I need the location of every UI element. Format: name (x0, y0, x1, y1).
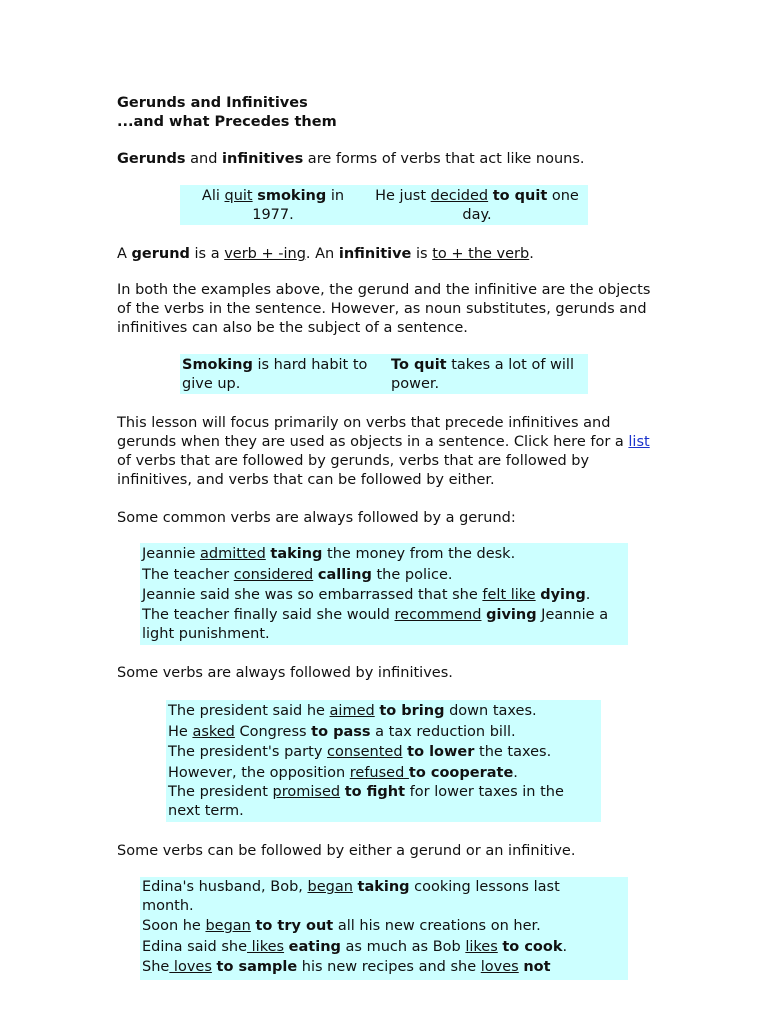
infinitive-bold: to bring (379, 703, 445, 719)
infinitive-bold: to sample (216, 959, 298, 975)
verb-underlined: consented (327, 744, 403, 760)
text: . (585, 587, 591, 603)
infinitive-bold: to lower (407, 744, 475, 760)
text: . An (305, 246, 339, 262)
infinitive-bold: to cook (502, 938, 563, 955)
infinitive-bold: to try out (255, 918, 334, 934)
verb-underlined: likes (247, 938, 285, 955)
infinitive-example (168, 701, 599, 722)
infinitive-intro: Some verbs are always followed by infinitives. (117, 665, 453, 681)
text: He (168, 723, 193, 740)
text: is hard habit to give up. (182, 357, 368, 392)
text: cooking lessons last month. (142, 879, 560, 914)
text: as much as Bob (340, 938, 466, 955)
text: The teacher (142, 566, 234, 583)
title-line-1: Gerunds and Infinitives (117, 95, 308, 111)
term-infinitive: infinitive (338, 246, 412, 262)
text: However, the opposition (168, 764, 350, 781)
verb-underlined: decided (430, 188, 489, 204)
term-infinitives: infinitives (222, 151, 304, 167)
intro-paragraph (117, 150, 585, 169)
text: He just (375, 188, 431, 204)
verb-underlined: quit (224, 188, 253, 204)
formula: verb + -ing (224, 246, 306, 262)
gerund-bold: giving (486, 606, 537, 623)
text: This lesson will focus primarily on verbs that precede infinitives and gerunds when they are used as objects in a sentence. Click here for a (117, 415, 629, 450)
gerund-bold: taking (270, 546, 323, 562)
example-cell (180, 354, 389, 394)
text: Jeannie (142, 546, 201, 562)
text: one day. (462, 188, 579, 223)
text: takes a lot of will power. (391, 357, 574, 392)
list-link[interactable]: list (628, 434, 650, 450)
either-example (142, 957, 626, 978)
gerund-example (142, 565, 626, 586)
verb-underlined: asked (192, 723, 235, 740)
text: is (411, 246, 433, 262)
gerund-bold: eating (288, 938, 341, 955)
gerund-example (142, 585, 626, 606)
definition-paragraph (117, 245, 534, 264)
text: and (185, 151, 223, 167)
text: a tax reduction bill. (370, 723, 516, 740)
example-cell (180, 185, 366, 225)
bold-word: not (523, 959, 551, 975)
title-line-2: ...and what Precedes them (117, 114, 337, 130)
either-examples-box (140, 877, 628, 980)
text: Ali (201, 188, 225, 204)
gerund-bold: smoking (257, 188, 327, 204)
gerund-example (142, 544, 626, 565)
verb-underlined: promised (272, 784, 341, 800)
verb-underlined: felt like (482, 587, 536, 603)
text: his new recipes and she (297, 959, 481, 975)
term-gerunds: Gerunds (117, 151, 186, 167)
example-cell (389, 354, 588, 394)
text: . (529, 246, 534, 262)
either-example (142, 937, 626, 958)
formula: to + the verb (432, 246, 530, 262)
verb-underlined: loves (169, 959, 212, 975)
infinitive-example (168, 742, 599, 763)
text: is a (189, 246, 225, 262)
infinitive-bold: to cooperate (408, 764, 514, 781)
text: She (142, 959, 170, 975)
text: the police. (371, 566, 453, 583)
gerund-examples-box (140, 543, 628, 645)
text: of verbs that are followed by gerunds, verbs that are followed by infinitives, and verbs that can be followed by either. (117, 453, 590, 488)
verb-underlined: aimed (329, 703, 375, 719)
gerund-bold: dying (540, 587, 586, 603)
page-title (117, 94, 337, 132)
example-cell (366, 185, 588, 225)
either-example (142, 916, 626, 937)
gerund-bold: calling (317, 566, 372, 583)
text: Edina said she (142, 938, 248, 955)
text: Congress (234, 723, 312, 740)
verb-underlined: recommend (394, 606, 482, 623)
infinitive-bold: to fight (344, 784, 406, 800)
term-gerund: gerund (131, 246, 190, 262)
verb-underlined: likes (465, 938, 498, 955)
infinitive-bold: To quit (391, 357, 447, 373)
gerund-bold: Smoking (182, 357, 253, 373)
text: in 1977. (252, 188, 345, 223)
infinitive-example (168, 783, 599, 821)
text: Jeannie a light punishment. (142, 606, 609, 642)
text: for lower taxes in the next term. (168, 784, 564, 819)
infinitive-example (168, 722, 599, 743)
text: the taxes. (474, 744, 552, 760)
subject-paragraph: In both the examples above, the gerund and the infinitive are the objects of the verbs in the sentence. However, as noun substitutes, gerunds and infinitives can also be the subject of a sentence. (117, 282, 651, 336)
text: all his new creations on her. (333, 918, 541, 934)
gerund-example (142, 606, 626, 644)
text: . (562, 938, 568, 955)
infinitive-bold: to pass (311, 723, 371, 740)
text: down taxes. (444, 703, 537, 719)
infinitive-example (168, 763, 599, 784)
verb-underlined: admitted (200, 546, 266, 562)
text: Jeannie said she was so embarrassed that she (142, 587, 483, 603)
example-box-2 (180, 354, 588, 394)
text: The president (168, 784, 273, 800)
text: A (117, 246, 132, 262)
text: Edina's husband, Bob, (142, 879, 308, 895)
verb-underlined: began (307, 879, 353, 895)
text: The president said he (168, 703, 330, 719)
either-example (142, 878, 602, 916)
verb-underlined: considered (233, 566, 314, 583)
gerund-intro: Some common verbs are always followed by a gerund: (117, 510, 516, 526)
verb-underlined: began (205, 918, 251, 934)
text: the money from the desk. (322, 546, 516, 562)
example-box-1 (180, 185, 588, 225)
text: The teacher finally said she would (142, 606, 395, 623)
gerund-bold: taking (357, 879, 410, 895)
focus-paragraph (117, 414, 657, 490)
infinitive-bold: to quit (492, 188, 548, 204)
either-intro: Some verbs can be followed by either a gerund or an infinitive. (117, 843, 576, 859)
verb-underlined: refused (349, 764, 409, 781)
text: Soon he (142, 918, 206, 934)
verb-underlined: loves (480, 959, 519, 975)
text: are forms of verbs that act like nouns. (303, 151, 585, 167)
text: The president's party (168, 744, 328, 760)
text: . (513, 764, 518, 781)
infinitive-examples-box (166, 700, 601, 822)
